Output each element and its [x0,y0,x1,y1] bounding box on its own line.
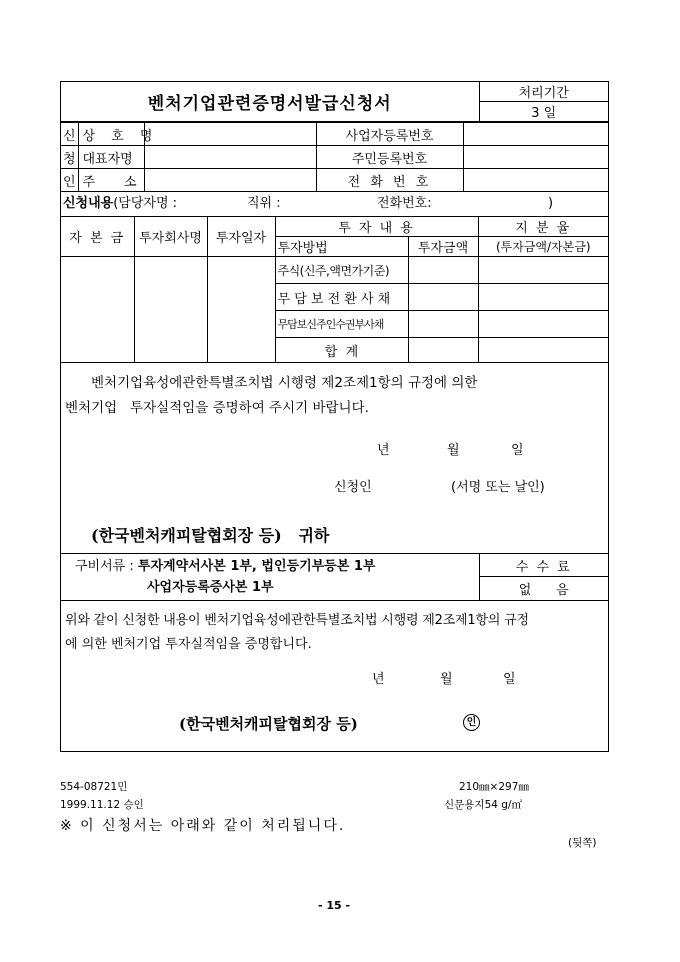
paper-type: 신문용지54 g/㎡ [444,799,522,811]
invest-date-header: 투자일자 [207,217,275,257]
capital-header: 자 본 금 [61,217,134,257]
statement1-line1: 벤처기업육성에관한특별조치법 시행령 제2조제1항의 규정에 의한 [91,375,478,391]
resident-reg-field[interactable] [463,146,608,169]
address-label: 주 소 [78,169,144,192]
processing-value: 3 일 [479,102,608,122]
ratio-formula: (투자금액/자본금) [478,237,608,257]
paper-size: 210㎜×297㎜ [459,781,529,793]
request-label: 신청내용 [63,196,114,211]
applicant-sign-note: (서명 또는 날인) [451,480,545,495]
certification-statement [61,601,608,751]
applicant-table [61,122,608,192]
statement2-line1: 위와 같이 신청한 내용이 벤처기업육성에관한특별조치법 시행령 제2조제1항의 규정 [65,613,529,628]
invest-date-field[interactable] [207,257,275,363]
back-side-label: (뒷쪽) [568,837,597,849]
addressee: (한국벤처캐피탈협회장 등) 귀하 [91,526,330,545]
method-row-total: 합 계 [275,338,408,363]
ratio-field-bw[interactable] [478,311,608,338]
fee-label: 수 수 료 [479,554,608,577]
share-ratio-header: 지 분 율 [478,217,608,237]
applicant-sign-label: 신청인 [334,480,372,495]
investee-header: 투자회사명 [134,217,207,257]
method-header: 투자방법 [275,237,408,257]
page-number: - 15 - [318,899,351,912]
attachments-line1: 투자계약서사본 1부, 법인등기부등본 1부 [137,559,376,574]
request-close: ) [548,196,554,211]
date1-day: 일 [511,443,524,458]
date2-day: 일 [503,672,516,687]
application-statement [61,363,608,554]
representative-label: 대표자명 [78,146,144,169]
date2-year: 년 [372,672,385,687]
ratio-field-cb[interactable] [478,284,608,311]
contact-label: (담당자명 : [113,196,178,211]
address-field[interactable] [144,169,316,192]
approval-date: 1999.11.12 승인 [60,799,144,811]
attachments-label: 구비서류 : [75,559,134,574]
representative-field[interactable] [144,146,316,169]
form-title: 벤처기업관련증명서발급신청서 [61,82,479,122]
capital-field[interactable] [61,257,134,363]
business-reg-field[interactable] [463,123,608,146]
fee-value: 없 음 [479,577,608,601]
attachments-line2: 사업자등록증사본 1부 [147,580,274,595]
attachments-cell [61,554,479,601]
request-line [61,192,608,217]
company-name-field[interactable] [144,123,316,146]
investment-table [61,217,608,363]
amount-field-bw[interactable] [408,311,478,338]
request-phone-label: 전화번호: [377,196,432,211]
amount-field-cb[interactable] [408,284,478,311]
statement2-line2: 에 의한 벤처기업 투자실적임을 증명합니다. [65,637,312,652]
ratio-field-stock[interactable] [478,257,608,284]
phone-label: 전 화 번 호 [316,169,463,192]
company-name-label: 상 호 명 [78,123,144,146]
phone-field[interactable] [463,169,608,192]
ratio-field-total[interactable] [478,338,608,363]
amount-field-total[interactable] [408,338,478,363]
date1-year: 년 [377,443,390,458]
processing-note: ※ 이 신청서는 아래와 같이 처리됩니다. [60,818,346,834]
method-row-bw: 무담보신주인수권부사채 [275,311,408,338]
statement1-line2: 벤처기업 투자실적임을 증명하여 주시기 바랍니다. [65,400,369,416]
date1-month: 월 [447,443,460,458]
side-label-2: 청 [61,146,78,169]
content-header: 투 자 내 용 [275,217,478,237]
issuer: (한국벤처캐피탈협회장 등) [179,715,358,733]
form-number: 554-08721민 [60,781,128,793]
method-row-cb: 무 담 보 전 환 사 채 [275,284,408,311]
seal-mark: 인 [463,714,480,731]
side-label-3: 인 [61,169,78,192]
side-label-1: 신 [61,123,78,146]
header-table [61,82,608,122]
amount-header: 투자금액 [408,237,478,257]
processing-label: 처리기간 [479,82,608,102]
business-reg-label: 사업자등록번호 [316,123,463,146]
resident-reg-label: 주민등록번호 [316,146,463,169]
investee-field[interactable] [134,257,207,363]
amount-field-stock[interactable] [408,257,478,284]
application-form [60,81,609,752]
date2-month: 월 [440,672,453,687]
attachments-table [61,554,608,601]
position-label: 직위 : [247,196,281,211]
method-row-stock: 주식(신주,액면가기준) [275,257,408,284]
